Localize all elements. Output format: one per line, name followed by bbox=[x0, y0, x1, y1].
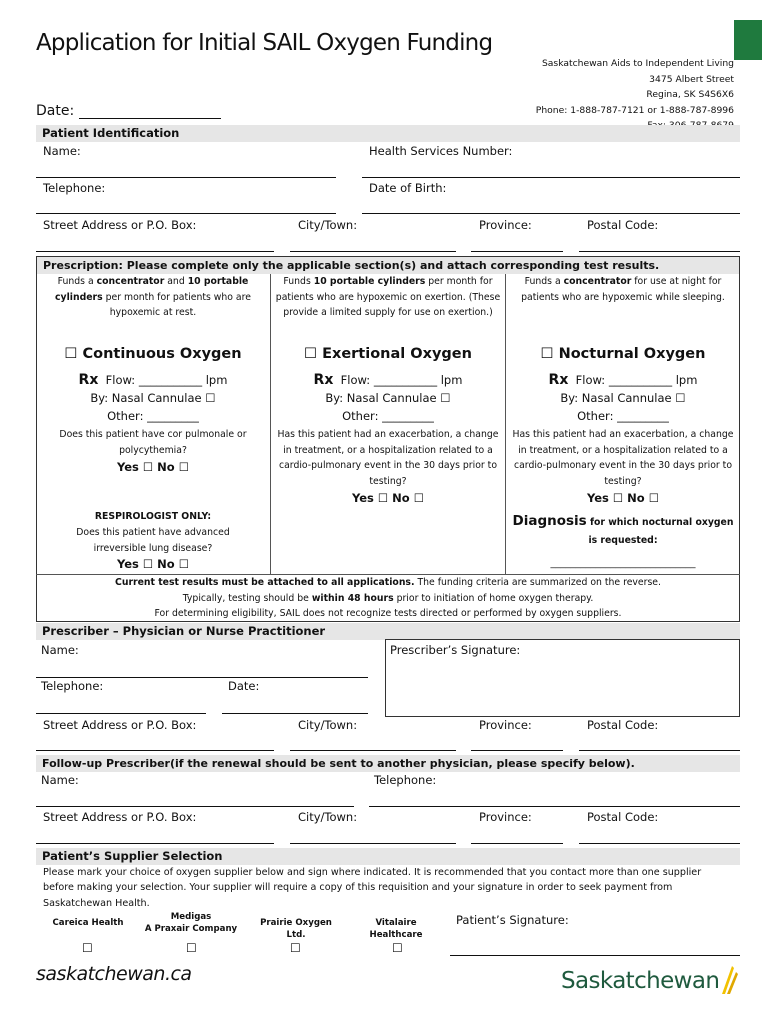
prescriber-street-line[interactable] bbox=[36, 750, 274, 751]
logo-block bbox=[734, 20, 762, 60]
exertional-yes-no[interactable]: Yes ☐ No ☐ bbox=[351, 491, 425, 505]
supplier-medigas-label: Medigas A Praxair Company bbox=[144, 912, 238, 934]
followup-name-label: Name: bbox=[41, 773, 79, 787]
prescriber-date-label: Date: bbox=[228, 679, 260, 693]
patient-header: Patient Identification bbox=[36, 125, 740, 142]
followup-street-label: Street Address or P.O. Box: bbox=[43, 810, 197, 824]
org-name: Saskatchewan Aids to Independent Living bbox=[541, 58, 734, 69]
patient-name-line[interactable] bbox=[36, 177, 336, 178]
date-label: Date: bbox=[36, 103, 75, 119]
prescriber-province-label: Province: bbox=[479, 718, 532, 732]
patient-province-label: Province: bbox=[479, 218, 532, 232]
patient-street-label: Street Address or P.O. Box: bbox=[43, 218, 197, 232]
exertional-description: Funds 10 portable cylinders per month for patients who are hypoxemic on exertion. (These provide a limited supply for use on exertion.) bbox=[275, 276, 501, 318]
prescriber-street-label: Street Address or P.O. Box: bbox=[43, 718, 197, 732]
patient-hsn-label: Health Services Number: bbox=[369, 144, 513, 158]
prescriber-postal-label: Postal Code: bbox=[587, 718, 659, 732]
date-field[interactable] bbox=[36, 103, 221, 119]
org-street: 3475 Albert Street bbox=[649, 73, 734, 85]
respirologist-label: RESPIROLOGIST ONLY: bbox=[94, 511, 212, 522]
patient-name-label: Name: bbox=[43, 144, 81, 158]
continuous-nasal-cannulae[interactable]: By: Nasal Cannulae ☐ bbox=[90, 391, 216, 405]
continuous-yes-no[interactable]: Yes ☐ No ☐ bbox=[116, 460, 190, 474]
exertional-question: Has this patient had an exacerbation, a change in treatment, or a hospitalization related to a cardio-pulmonary event in the 30 days prior to testing? bbox=[277, 429, 499, 487]
exertional-other[interactable]: Other: _________ bbox=[342, 409, 434, 423]
patient-street-line[interactable] bbox=[36, 251, 274, 252]
supplier-prairie-label: Prairie Oxygen Ltd. bbox=[260, 918, 332, 940]
prescriber-telephone-label: Telephone: bbox=[41, 679, 104, 693]
prescriber-date-line[interactable] bbox=[222, 713, 368, 714]
prescription-header: Prescription: Please complete only the applicable section(s) and attach corresponding test results. bbox=[37, 257, 739, 274]
patient-dob-line[interactable] bbox=[362, 213, 740, 214]
nocturnal-diagnosis-line[interactable]: _____________________________ bbox=[550, 558, 696, 569]
patient-province-line[interactable] bbox=[471, 251, 563, 252]
org-phone: Phone: 1-888-787-7121 or 1-888-787-8996 bbox=[535, 104, 734, 116]
form-title: Application for Initial SAIL Oxygen Funding bbox=[36, 30, 493, 56]
respirologist-question: Does this patient have advanced irreversible lung disease? bbox=[76, 527, 230, 554]
prescriber-city-line[interactable] bbox=[290, 750, 456, 751]
prescriber-name-line[interactable] bbox=[36, 677, 368, 678]
followup-telephone-label: Telephone: bbox=[374, 773, 437, 787]
nocturnal-description: Funds a concentrator for use at night for patients who are hypoxemic while sleeping. bbox=[521, 276, 725, 303]
exertional-oxygen-checkbox[interactable]: ☐ Exertional Oxygen bbox=[304, 346, 472, 362]
prescriber-signature-label: Prescriber’s Signature: bbox=[390, 643, 521, 657]
org-city: Regina, SK S4S6X6 bbox=[646, 89, 734, 101]
followup-header: Follow-up Prescriber(if the renewal should be sent to another physician, please specify below). bbox=[36, 755, 740, 772]
footer-website: saskatchewan.ca bbox=[36, 963, 192, 985]
continuous-oxygen-checkbox[interactable]: ☐ Continuous Oxygen bbox=[64, 346, 242, 362]
wheat-logo-icon bbox=[718, 962, 740, 996]
continuous-question: Does this patient have cor pulmonale or polycythemia? bbox=[59, 429, 247, 456]
prescription-divider-2 bbox=[505, 274, 506, 574]
exertional-flow[interactable]: Rx Flow: ___________ lpm bbox=[313, 372, 463, 388]
footer-wordmark: Saskatchewan bbox=[561, 968, 720, 994]
patient-signature-line[interactable] bbox=[450, 955, 740, 956]
nocturnal-other[interactable]: Other: _________ bbox=[577, 409, 669, 423]
followup-province-label: Province: bbox=[479, 810, 532, 824]
test-results-note: Current test results must be attached to all applications. The funding criteria are summarized on the reverse. Typically, testing should be within 48 hours prior to initiation of home oxygen therapy. For determining eligibility, SAIL does not recognize tests directed or performed by oxygen suppliers. bbox=[115, 577, 661, 619]
followup-telephone-line[interactable] bbox=[369, 806, 740, 807]
prescriber-city-label: City/Town: bbox=[298, 718, 358, 732]
date-line[interactable] bbox=[79, 105, 221, 119]
patient-postal-line[interactable] bbox=[579, 251, 740, 252]
continuous-flow[interactable]: Rx Flow: ___________ lpm bbox=[78, 372, 228, 388]
continuous-description: Funds a concentrator and 10 portable cylinders per month for patients who are hypoxemic at rest. bbox=[55, 276, 251, 318]
followup-city-line[interactable] bbox=[290, 843, 456, 844]
prescriber-postal-line[interactable] bbox=[579, 750, 740, 751]
org-address bbox=[536, 56, 734, 134]
followup-province-line[interactable] bbox=[471, 843, 563, 844]
supplier-careica-checkbox[interactable]: ☐ bbox=[82, 941, 93, 955]
supplier-medigas-checkbox[interactable]: ☐ bbox=[186, 941, 197, 955]
patient-telephone-line[interactable] bbox=[36, 213, 336, 214]
patient-city-line[interactable] bbox=[290, 251, 456, 252]
nocturnal-nasal-cannulae[interactable]: By: Nasal Cannulae ☐ bbox=[560, 391, 686, 405]
prescriber-name-label: Name: bbox=[41, 643, 79, 657]
nocturnal-oxygen-checkbox[interactable]: ☐ Nocturnal Oxygen bbox=[540, 346, 706, 362]
exertional-nasal-cannulae[interactable]: By: Nasal Cannulae ☐ bbox=[325, 391, 451, 405]
patient-city-label: City/Town: bbox=[298, 218, 358, 232]
supplier-vitalaire-checkbox[interactable]: ☐ bbox=[392, 941, 403, 955]
nocturnal-flow[interactable]: Rx Flow: ___________ lpm bbox=[548, 372, 698, 388]
patient-telephone-label: Telephone: bbox=[43, 181, 106, 195]
prescriber-header: Prescriber – Physician or Nurse Practitioner bbox=[36, 623, 740, 640]
patient-hsn-line[interactable] bbox=[362, 177, 740, 178]
followup-postal-label: Postal Code: bbox=[587, 810, 659, 824]
followup-postal-line[interactable] bbox=[579, 843, 740, 844]
supplier-prairie-checkbox[interactable]: ☐ bbox=[290, 941, 301, 955]
prescriber-telephone-line[interactable] bbox=[36, 713, 206, 714]
followup-name-line[interactable] bbox=[36, 806, 354, 807]
nocturnal-diagnosis-label: Diagnosis for which nocturnal oxygen is requested: bbox=[512, 513, 734, 546]
patient-signature-label: Patient’s Signature: bbox=[456, 913, 569, 927]
continuous-other[interactable]: Other: _________ bbox=[107, 409, 199, 423]
prescriber-province-line[interactable] bbox=[471, 750, 563, 751]
supplier-vitalaire-label: Vitalaire Healthcare bbox=[369, 918, 423, 940]
nocturnal-yes-no[interactable]: Yes ☐ No ☐ bbox=[586, 491, 660, 505]
patient-dob-label: Date of Birth: bbox=[369, 181, 447, 195]
prescription-divider-1 bbox=[270, 274, 271, 574]
nocturnal-question: Has this patient had an exacerbation, a change in treatment, or a hospitalization related to a cardio-pulmonary event in the 30 days prior to testing? bbox=[512, 429, 734, 487]
supplier-careica-label: Careica Health bbox=[52, 918, 124, 928]
followup-city-label: City/Town: bbox=[298, 810, 358, 824]
patient-postal-label: Postal Code: bbox=[587, 218, 659, 232]
supplier-header: Patient’s Supplier Selection bbox=[36, 848, 740, 865]
followup-street-line[interactable] bbox=[36, 843, 274, 844]
supplier-instructions: Please mark your choice of oxygen supplier below and sign where indicated. It is recommended that you contact more than one supplier before making your selection. Your supplier will require a copy of this requisition and your signature in order to seek payment from Saskatchewan Health. bbox=[43, 867, 702, 909]
respirologist-yes-no[interactable]: Yes ☐ No ☐ bbox=[116, 557, 190, 571]
